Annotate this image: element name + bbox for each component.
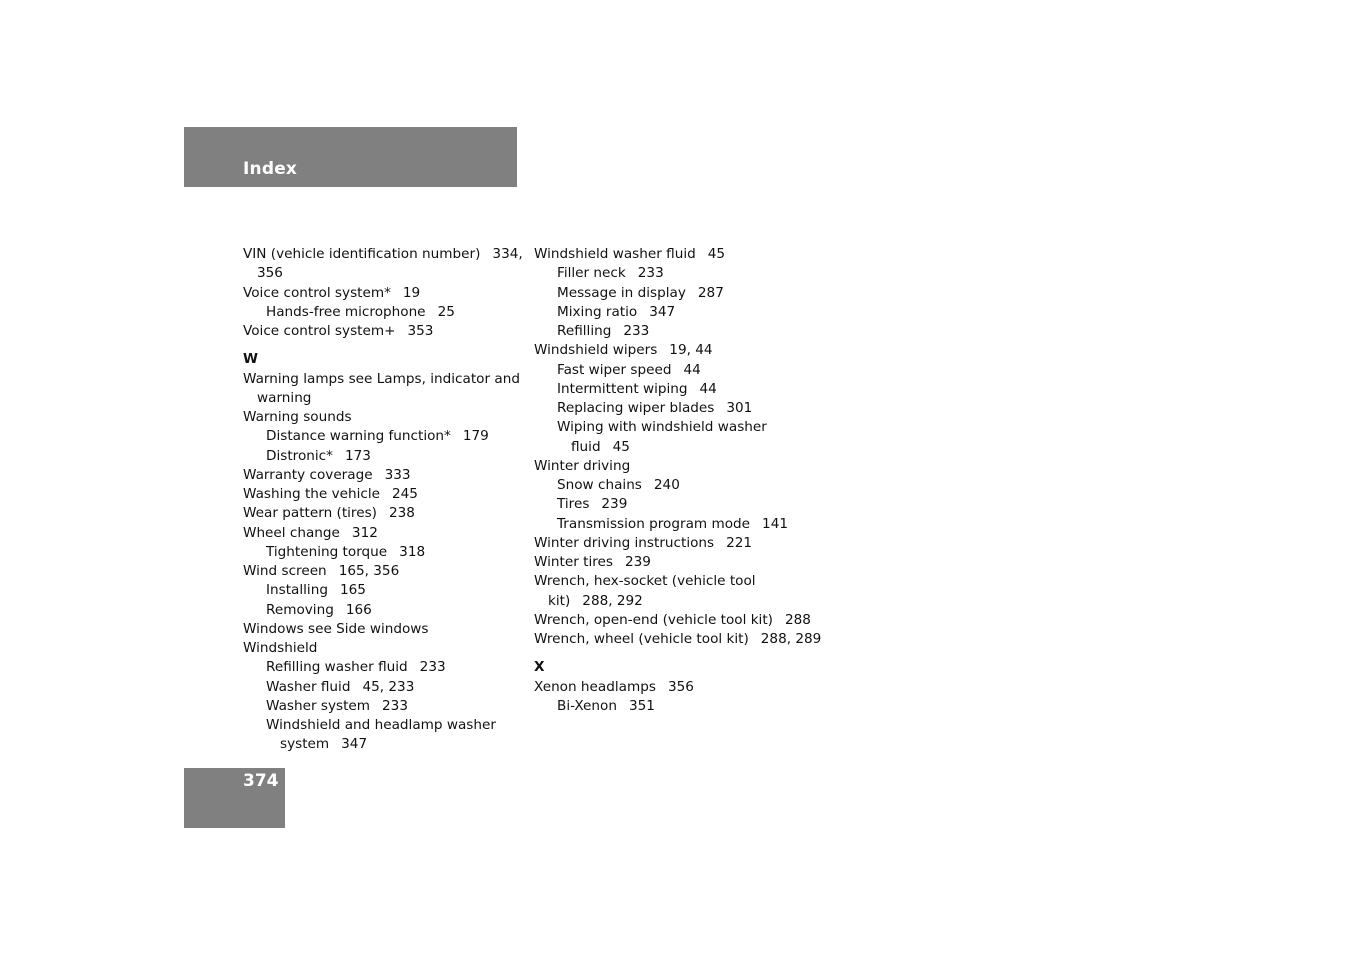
index-subentry [534,495,824,514]
index-subentry [534,361,824,380]
index-entry [534,341,824,360]
index-entry [243,284,523,303]
index-term: fluid [571,438,601,455]
index-entry [534,534,824,553]
index-page-ref[interactable]: 353 [407,323,434,339]
index-term: Windshield washer fluid [534,246,696,262]
index-term: Washer system [266,697,371,714]
index-subentry [243,678,523,697]
index-entry [243,504,523,523]
index-subentry [243,427,523,446]
index-subentry [534,476,824,495]
index-term: Transmission program mode [557,515,751,532]
index-page-ref[interactable]: 288 [784,611,811,628]
page-number-tab [184,768,285,828]
index-page-ref[interactable]: 19 [402,284,421,301]
index-subentry [534,399,824,418]
index-term: Snow chains [557,477,642,493]
index-entry [243,466,523,485]
index-page-ref[interactable]: 19, 44 [669,342,713,359]
index-subentry-continuation [243,735,523,754]
index-entry [534,553,824,572]
index-page-ref[interactable]: 221 [726,534,753,551]
index-page-ref[interactable]: 245 [392,486,418,502]
index-page-ref[interactable]: 233 [637,265,664,282]
index-page-ref[interactable]: 240 [653,477,680,493]
index-term: Wiping with windshield washer [557,419,767,436]
index-subentry [534,303,824,322]
index-subentry [534,418,824,437]
index-term: Washing the vehicle [243,486,380,502]
index-entry [243,639,523,658]
index-page-ref[interactable]: 45, 233 [362,678,415,695]
index-page-ref[interactable]: 287 [697,284,724,301]
index-page-ref[interactable]: 44 [699,380,717,397]
index-page-ref[interactable]: 45 [612,438,630,455]
index-subentry-continuation [534,438,824,457]
section-title: Index [243,159,298,179]
index-page-ref[interactable]: 312 [351,524,378,541]
index-entry [534,457,824,476]
index-term: Bi-Xenon [557,697,617,714]
index-subentry [243,543,523,562]
index-entry [534,630,824,649]
index-subentry [243,601,523,620]
index-term: kit) [548,592,571,609]
index-entry [534,572,824,591]
index-page-ref[interactable]: 166 [345,601,372,618]
index-term: Winter driving instructions [534,534,715,551]
index-entry [243,562,523,581]
index-page-ref[interactable]: 288, 289 [760,631,822,647]
index-term: Tightening torque [266,543,388,560]
index-column-left [243,245,523,755]
index-term: Warranty coverage [243,466,373,483]
index-term: Xenon headlamps [534,678,656,695]
index-subentry [243,581,523,600]
index-page-ref[interactable]: 25 [437,303,455,320]
index-term: Mixing ratio [557,303,638,320]
index-page-ref[interactable]: 233 [382,697,408,714]
index-term: Wrench, open-end (vehicle tool kit) [534,611,773,628]
index-subentry [243,447,523,466]
index-term: 356 [257,265,283,282]
index-term: Washer fluid [266,678,351,695]
index-term: Windshield wipers [534,342,658,359]
index-term: Windows see Side windows [243,620,429,637]
index-term: Wrench, wheel (vehicle tool kit) [534,631,749,647]
index-term: Winter tires [534,554,613,570]
index-term: Installing [266,582,328,599]
index-page-ref[interactable]: 238 [388,505,415,522]
index-subentry [534,284,824,303]
index-term: Fast wiper speed [557,361,672,378]
index-page-ref[interactable]: 239 [601,496,628,513]
index-term: Windshield and headlamp washer [266,717,496,733]
index-page-ref[interactable]: 173 [344,447,371,464]
index-subentry [243,697,523,716]
index-entry [243,245,523,264]
index-term: Warning sounds [243,409,352,425]
index-term: warning [257,389,312,406]
index-page-ref[interactable]: 347 [341,736,368,753]
index-page-ref[interactable]: 165, 356 [338,563,400,579]
index-term: Distance warning function* [266,428,451,445]
index-term: VIN (vehicle identification number) [243,246,481,262]
index-page-ref[interactable]: 233 [419,659,446,676]
index-term: Voice control system* [243,284,391,301]
index-entry [243,322,523,341]
index-entry [243,485,523,504]
index-subentry [534,515,824,534]
index-term: Filler neck [557,265,626,282]
index-entry [243,370,523,389]
index-entry-continuation [243,264,523,283]
index-term: Distronic* [266,447,333,464]
index-term: Intermittent wiping [557,380,688,397]
index-term: Wrench, hex-socket (vehicle tool [534,573,756,590]
index-subentry [534,322,824,341]
index-term: Winter driving [534,457,631,474]
index-subentry [243,658,523,677]
index-subentry [534,380,824,399]
index-entry [534,611,824,630]
index-term: Wear pattern (tires) [243,505,377,522]
index-entry [534,678,824,697]
index-page-ref[interactable]: 347 [649,303,676,320]
index-page-ref[interactable]: 239 [624,554,651,570]
index-subentry [534,697,824,716]
index-entry-continuation [243,389,523,408]
index-term: Wheel change [243,524,340,541]
index-term: Wind screen [243,563,327,579]
index-page-ref[interactable]: 288, 292 [582,592,643,609]
index-entry [243,524,523,543]
index-page-ref[interactable]: 301 [726,400,753,416]
index-subentry [534,264,824,283]
index-page-ref[interactable]: 141 [762,515,788,532]
index-term: Voice control system+ [243,323,396,339]
index-column-right [534,245,824,716]
index-page-ref[interactable]: 333 [384,466,411,483]
index-term: Replacing wiper blades [557,400,715,416]
index-term: system [280,736,330,753]
index-term: Refilling [557,323,612,339]
index-entry [534,245,824,264]
index-term: Warning lamps see Lamps, indicator and [243,370,520,387]
section-header-bar [184,127,517,187]
index-term: Refilling washer fluid [266,659,408,676]
index-page-ref[interactable]: 45 [707,246,726,262]
index-letter-heading: X [534,659,545,676]
index-page-ref[interactable]: 334, [492,246,523,262]
index-term: Hands-free microphone [266,303,426,320]
index-entry-continuation [534,592,824,611]
index-page-ref[interactable]: 356 [667,678,694,695]
index-entry [243,620,523,639]
index-page-ref[interactable]: 179 [462,428,489,445]
index-page-ref[interactable]: 165 [339,582,366,599]
index-term: Tires [557,496,590,513]
index-term: Removing [266,601,334,618]
index-term: Windshield [243,640,318,656]
page-number: 374 [243,771,279,791]
index-entry [243,408,523,427]
index-page-ref[interactable]: 44 [683,361,701,378]
index-letter-heading: W [243,351,258,368]
index-subentry [243,716,523,735]
index-page-ref[interactable]: 233 [623,323,650,339]
index-page-ref[interactable]: 351 [628,697,655,714]
index-subentry [243,303,523,322]
index-page-ref[interactable]: 318 [399,543,426,560]
index-term: Message in display [557,284,686,301]
